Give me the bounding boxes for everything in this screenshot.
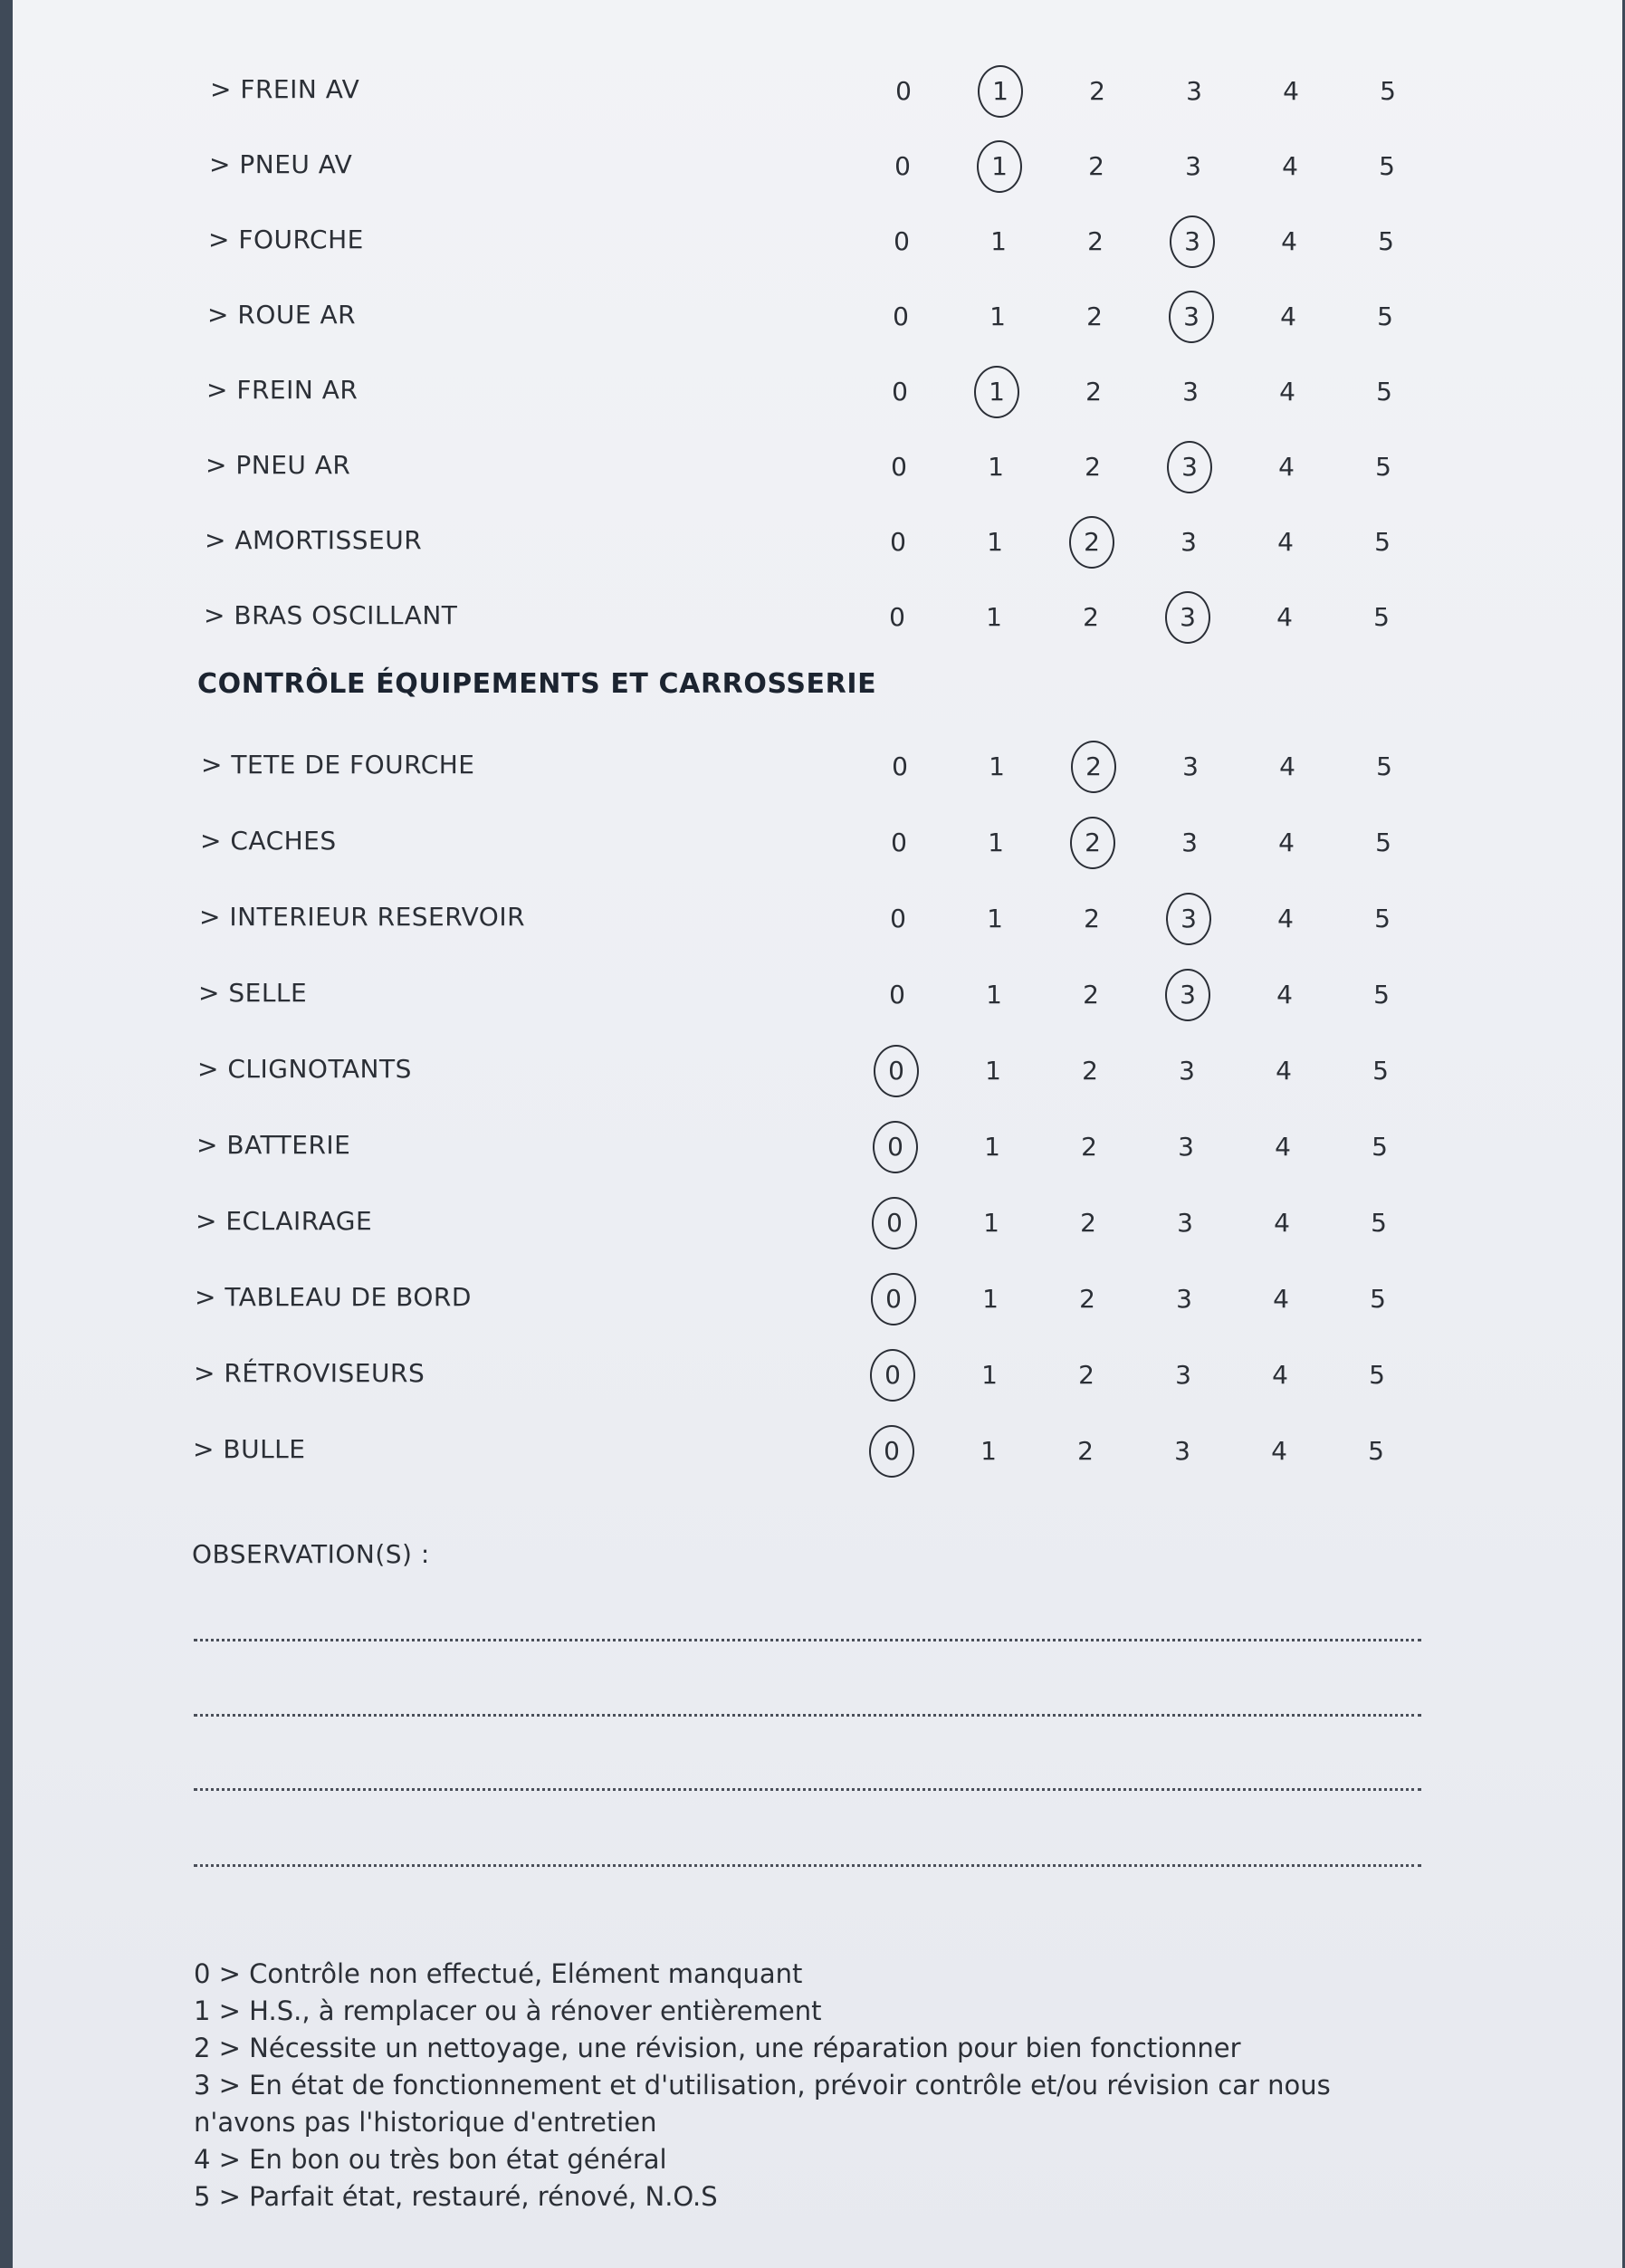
- rating-score[interactable]: 2: [1084, 904, 1100, 933]
- rating-score[interactable]: 3: [1186, 76, 1202, 106]
- rating-score[interactable]: 1: [984, 1132, 1000, 1162]
- rating-score[interactable]: 4: [1272, 1360, 1288, 1390]
- rating-score[interactable]: 1: [990, 226, 1007, 256]
- rating-score-circled[interactable]: 3: [1169, 226, 1216, 256]
- rating-score[interactable]: 0: [891, 828, 907, 857]
- rating-score-circled[interactable]: 1: [976, 151, 1023, 181]
- rating-score[interactable]: 5: [1372, 1132, 1388, 1162]
- rating-row: [13, 1349, 1622, 1403]
- rating-row: [13, 516, 1622, 570]
- rating-score[interactable]: 3: [1175, 1360, 1191, 1390]
- rating-score-circled[interactable]: 3: [1164, 980, 1211, 1010]
- rating-score-circled[interactable]: 0: [873, 1056, 920, 1086]
- observation-line: [194, 1714, 1421, 1717]
- rating-score[interactable]: 3: [1179, 1056, 1195, 1086]
- rating-score[interactable]: 0: [891, 452, 907, 482]
- rating-score[interactable]: 4: [1281, 226, 1297, 256]
- rating-score[interactable]: 1: [988, 452, 1004, 482]
- rating-score[interactable]: 2: [1082, 1056, 1098, 1086]
- rating-score[interactable]: 5: [1374, 904, 1391, 933]
- rating-row: [13, 1045, 1622, 1099]
- legend-line: 1 > H.S., à remplacer ou à rénover entièrement: [194, 1995, 822, 2026]
- rating-row-label: > PNEU AV: [209, 149, 353, 179]
- rating-score[interactable]: 2: [1088, 151, 1104, 181]
- rating-row-label: > TABLEAU DE BORD: [195, 1282, 472, 1312]
- legend-line: n'avons pas l'historique d'entretien: [194, 2107, 657, 2138]
- rating-score[interactable]: 5: [1375, 452, 1391, 482]
- rating-score[interactable]: 4: [1275, 1132, 1291, 1162]
- rating-score[interactable]: 3: [1176, 1284, 1192, 1314]
- rating-row-label: > BRAS OSCILLANT: [204, 600, 458, 630]
- rating-score[interactable]: 0: [889, 980, 905, 1010]
- rating-row: [13, 291, 1622, 345]
- rating-score-circled[interactable]: 2: [1068, 527, 1115, 557]
- rating-row-label: > SELLE: [198, 978, 308, 1008]
- rating-row-label: > CACHES: [200, 826, 337, 856]
- rating-score[interactable]: 2: [1080, 1208, 1096, 1238]
- rating-score[interactable]: 1: [987, 904, 1003, 933]
- rating-row-label: > FREIN AV: [210, 74, 360, 104]
- rating-score[interactable]: 5: [1377, 301, 1393, 331]
- rating-score[interactable]: 2: [1077, 1436, 1094, 1466]
- rating-score[interactable]: 5: [1379, 151, 1395, 181]
- rating-score[interactable]: 1: [983, 1208, 999, 1238]
- rating-score[interactable]: 5: [1378, 226, 1394, 256]
- rating-score[interactable]: 4: [1276, 1056, 1292, 1086]
- rating-row: [13, 893, 1622, 947]
- rating-row: [13, 215, 1622, 270]
- legend-line: 2 > Nécessite un nettoyage, une révision, une réparation pour bien fonctionner: [194, 2033, 1241, 2063]
- rating-score-circled[interactable]: 3: [1168, 301, 1215, 331]
- rating-score-circled[interactable]: 0: [869, 1360, 916, 1390]
- rating-row-label: > FOURCHE: [208, 225, 364, 254]
- rating-score[interactable]: 3: [1174, 1436, 1190, 1466]
- rating-score-circled[interactable]: 2: [1069, 828, 1116, 857]
- rating-score[interactable]: 2: [1078, 1360, 1094, 1390]
- rating-score[interactable]: 4: [1277, 904, 1294, 933]
- rating-row-label: > BULLE: [193, 1434, 306, 1464]
- rating-row: [13, 65, 1622, 120]
- rating-score[interactable]: 3: [1181, 527, 1197, 557]
- rating-score[interactable]: 1: [985, 1056, 1001, 1086]
- rating-score[interactable]: 4: [1271, 1436, 1287, 1466]
- rating-score[interactable]: 5: [1368, 1436, 1384, 1466]
- rating-score[interactable]: 5: [1373, 980, 1390, 1010]
- rating-score-circled[interactable]: 0: [871, 1208, 918, 1238]
- rating-score[interactable]: 3: [1182, 751, 1199, 781]
- rating-score[interactable]: 5: [1372, 1056, 1389, 1086]
- rating-score[interactable]: 4: [1283, 76, 1299, 106]
- rating-score[interactable]: 0: [895, 76, 912, 106]
- rating-row-label: > FREIN AR: [206, 375, 358, 405]
- rating-row-label: > ROUE AR: [207, 300, 357, 330]
- section-title: CONTRÔLE ÉQUIPEMENTS ET CARROSSERIE: [197, 668, 877, 700]
- legend-line: 3 > En état de fonctionnement et d'utilisation, prévoir contrôle et/ou révision car nous: [194, 2070, 1331, 2101]
- rating-score[interactable]: 0: [889, 602, 905, 632]
- rating-score[interactable]: 0: [890, 904, 906, 933]
- rating-score[interactable]: 4: [1276, 602, 1293, 632]
- rating-score[interactable]: 4: [1274, 1208, 1290, 1238]
- observation-line: [194, 1639, 1421, 1641]
- rating-score[interactable]: 0: [894, 151, 911, 181]
- rating-score-circled[interactable]: 0: [870, 1284, 917, 1314]
- rating-row-label: > AMORTISSEUR: [205, 525, 423, 555]
- rating-score[interactable]: 4: [1276, 980, 1293, 1010]
- rating-row-label: > RÉTROVISEURS: [194, 1358, 425, 1388]
- rating-score[interactable]: 2: [1087, 226, 1104, 256]
- rating-score[interactable]: 2: [1085, 377, 1102, 407]
- legend-line: 0 > Contrôle non effectué, Elément manquant: [194, 1958, 803, 1989]
- observations-title: OBSERVATION(S) :: [192, 1539, 430, 1569]
- rating-score[interactable]: 3: [1178, 1132, 1194, 1162]
- rating-score[interactable]: 2: [1083, 602, 1099, 632]
- rating-score[interactable]: 5: [1376, 377, 1392, 407]
- rating-score[interactable]: 1: [981, 1360, 998, 1390]
- rating-score[interactable]: 5: [1370, 1284, 1386, 1314]
- rating-row: [13, 741, 1622, 795]
- rating-score[interactable]: 2: [1086, 301, 1103, 331]
- rating-score[interactable]: 2: [1089, 76, 1105, 106]
- rating-score[interactable]: 2: [1085, 452, 1101, 482]
- rating-row: [13, 1273, 1622, 1327]
- rating-legend: [194, 1956, 1443, 2215]
- rating-score-circled[interactable]: 0: [868, 1436, 915, 1466]
- rating-row: [13, 441, 1622, 495]
- rating-score[interactable]: 4: [1277, 527, 1294, 557]
- rating-score[interactable]: 5: [1374, 527, 1391, 557]
- legend-line: 4 > En bon ou très bon état général: [194, 2144, 667, 2175]
- rating-score[interactable]: 3: [1181, 828, 1198, 857]
- rating-score[interactable]: 3: [1185, 151, 1201, 181]
- rating-score[interactable]: 1: [982, 1284, 999, 1314]
- rating-score[interactable]: 1: [989, 301, 1006, 331]
- rating-score-circled[interactable]: 3: [1166, 452, 1213, 482]
- rating-score[interactable]: 4: [1278, 828, 1295, 857]
- rating-score-circled[interactable]: 2: [1070, 751, 1117, 781]
- rating-score[interactable]: 1: [986, 980, 1002, 1010]
- rating-score[interactable]: 5: [1371, 1208, 1387, 1238]
- rating-row: [13, 366, 1622, 420]
- rating-row-label: > INTERIEUR RESERVOIR: [199, 902, 526, 932]
- rating-score[interactable]: 5: [1375, 828, 1391, 857]
- rating-score[interactable]: 1: [989, 751, 1005, 781]
- rating-score[interactable]: 5: [1373, 602, 1390, 632]
- rating-score[interactable]: 0: [893, 301, 909, 331]
- rating-row-label: > TETE DE FOURCHE: [201, 750, 475, 780]
- rating-score[interactable]: 5: [1369, 1360, 1385, 1390]
- rating-score-circled[interactable]: 1: [977, 76, 1024, 106]
- rating-row: [13, 1121, 1622, 1175]
- rating-score-circled[interactable]: 0: [872, 1132, 919, 1162]
- observation-line: [194, 1864, 1421, 1867]
- rating-score[interactable]: 1: [986, 602, 1002, 632]
- rating-score[interactable]: 0: [892, 751, 908, 781]
- rating-score[interactable]: 0: [892, 377, 908, 407]
- rating-score[interactable]: 4: [1279, 377, 1295, 407]
- rating-row-label: > BATTERIE: [196, 1130, 351, 1160]
- rating-score[interactable]: 2: [1081, 1132, 1097, 1162]
- rating-score-circled[interactable]: 3: [1165, 904, 1212, 933]
- rating-score[interactable]: 2: [1079, 1284, 1095, 1314]
- observation-line: [194, 1788, 1421, 1791]
- rating-score[interactable]: 0: [890, 527, 906, 557]
- rating-row-label: > ECLAIRAGE: [196, 1206, 373, 1236]
- rating-score[interactable]: 5: [1376, 751, 1392, 781]
- rating-row: [13, 591, 1622, 646]
- rating-score[interactable]: 0: [894, 226, 910, 256]
- legend-line: 5 > Parfait état, restauré, rénové, N.O.S: [194, 2181, 718, 2212]
- rating-score[interactable]: 1: [988, 828, 1004, 857]
- rating-row: [13, 1197, 1622, 1251]
- rating-score[interactable]: 5: [1380, 76, 1396, 106]
- rating-row: [13, 969, 1622, 1023]
- rating-score[interactable]: 4: [1278, 452, 1295, 482]
- rating-score[interactable]: 1: [987, 527, 1003, 557]
- rating-score[interactable]: 1: [980, 1436, 997, 1466]
- rating-row-label: > CLIGNOTANTS: [197, 1054, 412, 1084]
- rating-score[interactable]: 2: [1083, 980, 1099, 1010]
- rating-score[interactable]: 4: [1279, 751, 1295, 781]
- rating-score-circled[interactable]: 3: [1164, 602, 1211, 632]
- rating-score[interactable]: 3: [1182, 377, 1199, 407]
- rating-score-circled[interactable]: 1: [973, 377, 1020, 407]
- inspection-form-page: [13, 0, 1622, 2268]
- rating-row: [13, 817, 1622, 871]
- rating-row: [13, 1425, 1622, 1479]
- rating-row: [13, 140, 1622, 195]
- rating-score[interactable]: 3: [1177, 1208, 1193, 1238]
- rating-score[interactable]: 4: [1273, 1284, 1289, 1314]
- rating-row-label: > PNEU AR: [206, 450, 351, 480]
- rating-score[interactable]: 4: [1280, 301, 1296, 331]
- rating-score[interactable]: 4: [1282, 151, 1298, 181]
